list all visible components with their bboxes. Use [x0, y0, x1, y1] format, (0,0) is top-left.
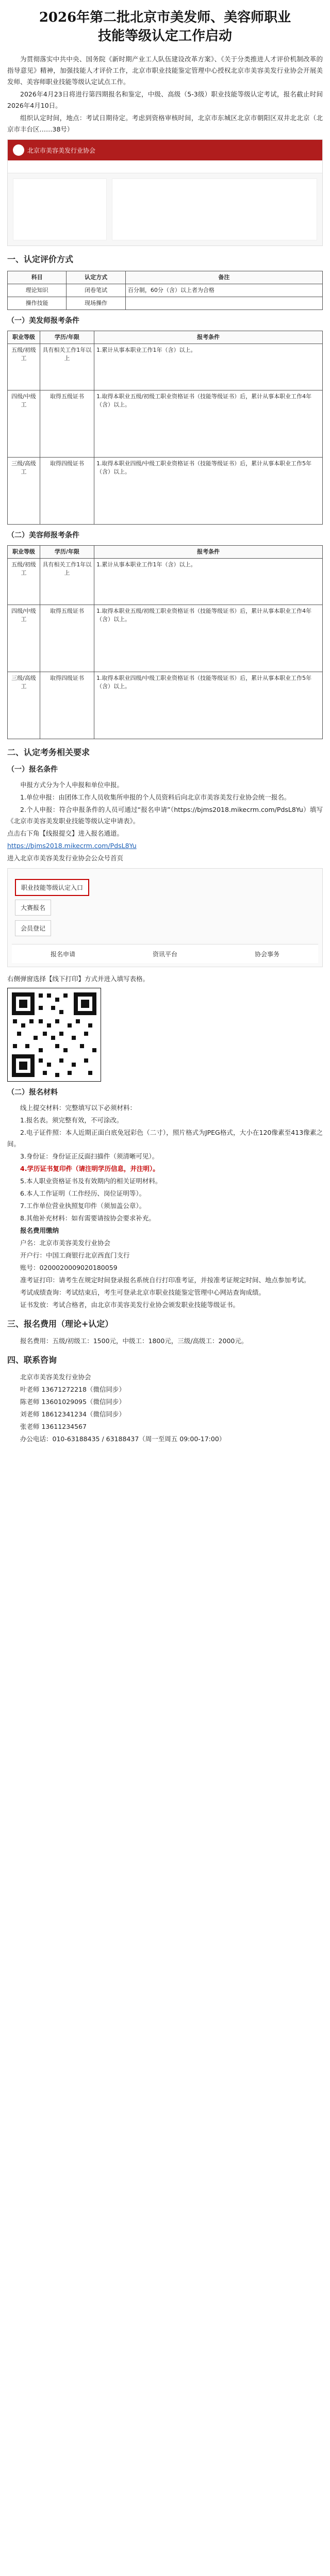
assessment-method-table [7, 271, 323, 310]
section-2-heading: 二、认定考务相关要求 [7, 747, 90, 757]
table-row: 五级/初级工 具有相关工作1年以上 1.累计从事本职业工作1年（含）以上。 [8, 344, 323, 390]
wechat-menu-screenshot [7, 868, 323, 967]
contacts-intro: 北京市美容美发行业协会 [20, 1373, 91, 1381]
article-title [7, 8, 323, 45]
intro-paragraph-3: 组织认定时间，地点：考试日期待定。考虑到资格审核时间，北京市东城区北京市朝阳区双井北北京（北京市丰台区……38号） [7, 114, 323, 133]
col-subject: 科目 [8, 271, 67, 284]
website-body [8, 173, 322, 246]
table-row: 四级/中级工 取得五级证书 1.取得本职业五级/初级工职业资格证书（技能等级证书）后，累计从事本职业工作4年（含）以上。 [8, 605, 323, 672]
website-content [112, 178, 317, 240]
bar-signup[interactable]: 报名申请 [50, 950, 75, 958]
menu-item-contest[interactable]: 大赛报名 [15, 900, 51, 916]
table-row: 理论知识 闭卷笔试 百分制，60分（含）以上者为合格 [8, 284, 323, 297]
section-3-heading: 三、报名费用（理论+认定） [7, 1319, 113, 1329]
contact-item: 刘老师 18612341234（微信同步） [20, 1410, 125, 1418]
step-2-text: 进入北京市美容美发行业协会公众号首页 [7, 854, 124, 862]
association-logo-icon [13, 144, 24, 156]
table-row: 四级/中级工 取得五级证书 1.取得本职业五级/初级工职业资格证书（技能等级证书）后，累计从事本职业工作4年（含）以上。 [8, 390, 323, 458]
contact-item: 办公电话：010-63188435 / 63188437（周一至周五 09:00-17:00） [20, 1435, 226, 1443]
qr-code-icon [7, 988, 101, 1082]
website-sidebar [13, 178, 107, 240]
contact-item: 张老师 13611234567 [20, 1423, 87, 1430]
intro-paragraph-1: 为贯彻落实中共中央、国务院《新时期产业工人队伍建设改革方案》、《关于分类推进人才评价机制改革的指导意见》精神，加强技能人才评价工作，北京市职业技能鉴定管理中心授权北京市美容美发行业协会开展美发师、美容师职业技能等级认定试点工作。 [7, 55, 323, 86]
payment-heading: 报名费用缴纳 [20, 1227, 59, 1234]
materials-heading: （二）报名材料 [7, 1088, 58, 1097]
bar-news[interactable]: 资讯平台 [152, 950, 177, 958]
wechat-bottom-bar [12, 944, 318, 963]
table-row: 五级/初级工 具有相关工作1年以上 1.累计从事本职业工作1年（含）以上。 [8, 559, 323, 605]
bar-affairs[interactable]: 协会事务 [254, 950, 279, 958]
section-4-heading: 四、联系咨询 [7, 1355, 57, 1365]
website-screenshot [7, 139, 323, 246]
signup-conditions-heading: （一）报名条件 [7, 765, 58, 774]
beautician-conditions-heading: （二）美容师报考条件 [7, 531, 79, 540]
contact-item: 陈老师 13601029095（微信同步） [20, 1398, 125, 1406]
table-row: 三级/高级工 取得四级证书 1.取得本职业四级/中级工职业资格证书（技能等级证书）后，累计从事本职业工作5年（含）以上。 [8, 672, 323, 739]
hairdresser-conditions-table: 职业等级 学历/年限 报考条件 五级/初级工 具有相关工作1年以上 1.累计从事本职业工作1年（含）以上。 四级/中级工 取得五级证书 1.取得本职业五级/初级工职业资格证书（技能等级证书）后，累计从事本职业工作4年（含）以上。 三级/高级工 取得四级证书 1.取得本职业四级/中级工职业资格证书（技能等级证书）后，累计从事本职业工作5年（含）以上。 [7, 331, 323, 525]
website-name: 北京市美容美发行业协会 [27, 146, 96, 154]
menu-item-membership[interactable]: 会员登记 [15, 920, 51, 936]
col-note: 备注 [125, 271, 322, 284]
table-row: 三级/高级工 取得四级证书 1.取得本职业四级/中级工职业资格证书（技能等级证书）后，累计从事本职业工作5年（含）以上。 [8, 458, 323, 525]
col-method: 认定方式 [67, 271, 125, 284]
table-row: 操作技能 现场操作 [8, 297, 323, 310]
website-nav [8, 160, 322, 173]
intro-paragraph-2: 2026年4月23日将进行第四期报名和鉴定，中级、高级（5-3级）职业技能等级认定考试，报名截止时间2026年4月10日。 [7, 90, 323, 109]
step-3-text: 右侧弹窗选择【线下打印】方式并进入填写表格。 [7, 975, 150, 983]
step-1-text: 点击右下角【线报提交】进入报名通道。 [7, 829, 124, 837]
website-header [8, 140, 322, 160]
title-line-2: 技能等级认定工作启动 [97, 28, 232, 44]
section-1-heading: 一、认定评价方式 [7, 254, 74, 264]
beautician-conditions-table: 职业等级 学历/年限 报考条件 五级/初级工 具有相关工作1年以上 1.累计从事本职业工作1年（含）以上。 四级/中级工 取得五级证书 1.取得本职业五级/初级工职业资格证书（技能等级证书）后，累计从事本职业工作4年（含）以上。 三级/高级工 取得四级证书 1.取得本职业四级/中级工职业资格证书（技能等级证书）后，累计从事本职业工作5年（含）以上。 [7, 545, 323, 739]
hairdresser-conditions-heading: （一）美发师报考条件 [7, 317, 79, 325]
article: 2026年第二批北京市美发师、美容师职业 技能等级认定工作启动 为贯彻落实中共中央、国务院《新时期产业工人队伍建设改革方案》、《关于分类推进人才评价机制改革的指导意见》精神，加强技能人才评价工作，北京市职业技能鉴定管理中心授权北京市美容美发行业协会开展美发师、美容师职业技能等级认定试点工作。 2026年4月23日将进行第四期报名和鉴定，中级、高级（5-3级）职业技能等级认定考试，报名截止时间2026年4月10日。 组织认定时间，地点：考试日期待定。考虑到资格审核时间，北京市东城区北京市朝阳区双井北北京（北京市丰台区……38号） 北京市美容美发行业协会 一、认定评价方式 科目 认定方式 备注 理论知识 闭卷笔试 百分制，60分（含）以上者为合格 操作技能 现场操作 （一）美发师报考条件 职业等级 学历/年限 报考条件 五级/初级工 具有相关工作1年以上 1.累计从事本职业工作1年（含）以上。 四级/中级工 取得五级证书 1.取得本职业五级/初级工职业资格证书（技能等级证书）后，累计从事本职业工作4年（含）以上。 三级/高级工 取得四级证书 1.取得本职业四级/中级工职业资格证书（技能等级证书）后，累计从事本职业工作5年（含）以上。 （二）美容师报考条件 职业等级 学历/年限 报考条件 五级/初级工 具有相关工作1年以上 1.累计从事本职业工作1年（含）以上。 四级/中级工 取得五级证书 1.取得本职业五级/初级工职业资格证书（技能等级证书）后，累计从事本职业工作4年（含）以上。 三级/高级工 取得四级证书 1.取得本职业四级/中级工职业资格证书（技能等级证书）后，累计从事本职业工作5年（含）以上。 二、认定考务相关要求 （一）报名条件 申报方式分为个人申报和单位申报。 1.单位申报：由团体工作人员收集所申报的个人员资料后向北京市美容美发行业协会统一报名。 2.个人申报：符合申报条件的人员可通过“报名申请”（https://bjms2018.mikecrm.com/PdsL8Yu）填写《北京市美容美发职业技能等级认定申请表》。 点击右下角【线报提交】进入报名通道。 https://bjms2018.mikecrm.com/PdsL8Yu 进入北京市美容美发行业协会公众号首页 职业技能等级认定入口 大赛报名 会员登记 报名申请 资讯平台 协会事务 右侧弹窗选择【线下打印】方式并进入填写表格。 （二）报名材料 线上提交材料：完整填写以下必须材料： 1.报名表。须完整有效，不可涂改。 2.电子证件照：本人近期正面白底免冠彩色（二寸），照片格式为JPEG格式，大小在120像素至413像素之间。 3.身份证：身份证正反面扫描件（须清晰可见）。 4.学历证书复印件（请注明学历信息，并注明）。 5.本人职业资格证书及有效期内的相关证明材料。 6.本人工作证明（工作经历、岗位证明等）。 7.工作单位营业执照复印件（须加盖公章）。 8.其他补充材料：如有需要请按协会要求补充。 报名费用缴纳 户名：北京市美容美发行业协会 开户行：中国工商银行北京西直门支行 账号：0200020009020180059 准考证打印：请考生在规定时间登录报名系统自行打印准考证，并按准考证规定时间、地点参加考试。 考试成绩查询：考试结束后，考生可登录北京市职业技能鉴定管理中心网站查询成绩。 证书发放：考试合格者，由北京市美容美发行业协会颁发职业技能等级证书。 三、报名费用（理论+认定） 报名费用：五级/初级工：1500元，中级工：1800元，三级/高级工：2000元。 四、联系咨询 北京市美容美发行业协会 叶老师 13671272218（微信同步） 陈老师 13601029095（微信同步） 刘老师 18612341234（微信同步） 张老师 13611234567 办公电话：010-63188435 / 63188437（周一至周五 09:00-17:00） [7, 8, 323, 1446]
menu-item-certification[interactable]: 职业技能等级认定入口 [15, 879, 89, 896]
title-line-1: 2026年第二批北京市美发师、美容师职业 [39, 10, 291, 25]
contact-item: 叶老师 13671272218（微信同步） [20, 1385, 125, 1393]
signup-link[interactable]: https://bjms2018.mikecrm.com/PdsL8Yu [7, 842, 137, 850]
